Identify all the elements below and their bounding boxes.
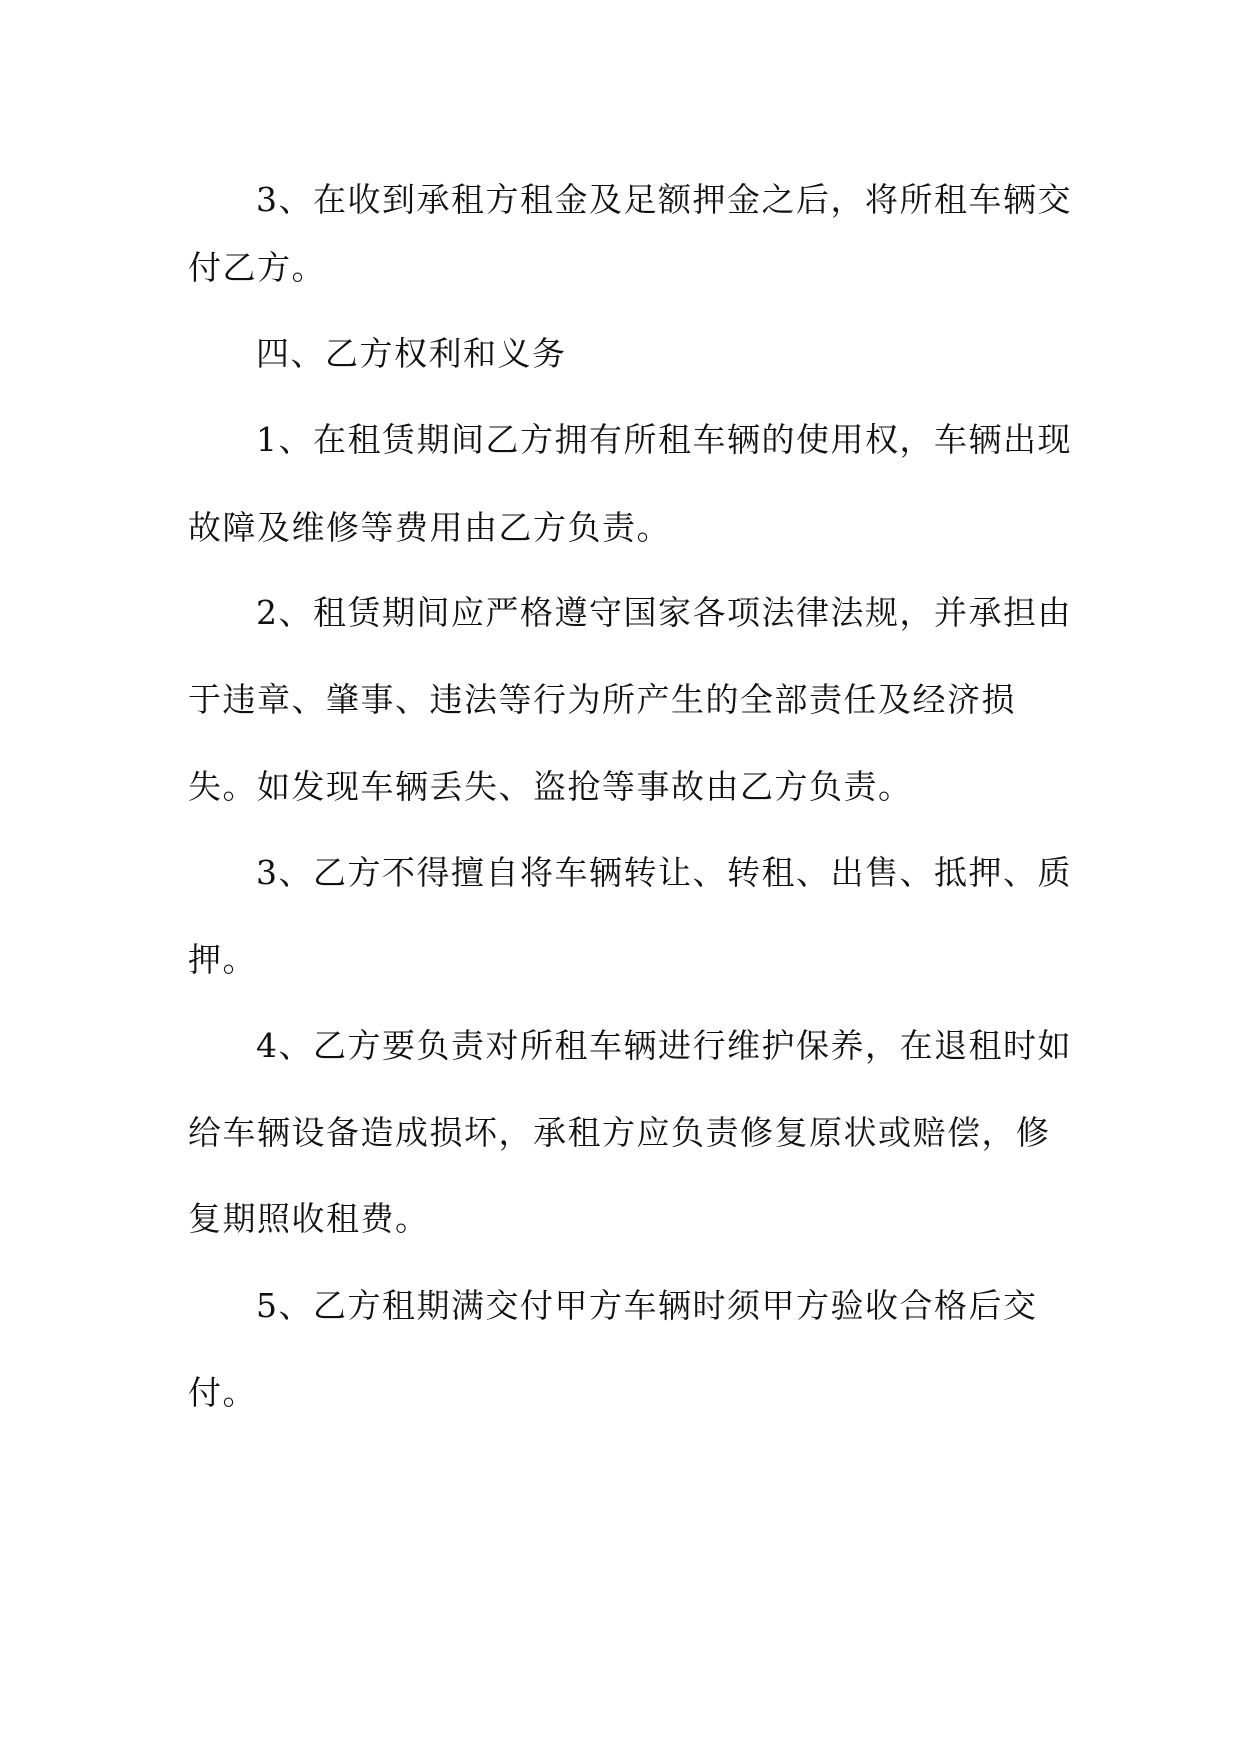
paragraph-line: 1、在租赁期间乙方拥有所租车辆的使用权，车辆出现	[256, 420, 1072, 459]
paragraph-line: 押。	[188, 940, 257, 979]
paragraph-line: 5、乙方租期满交付甲方车辆时须甲方验收合格后交	[256, 1286, 1038, 1325]
paragraph-line: 于违章、肇事、违法等行为所产生的全部责任及经济损	[188, 680, 1016, 719]
paragraph-line: 3、在收到承租方租金及足额押金之后，将所租车辆交	[256, 180, 1072, 219]
paragraph-line: 3、乙方不得擅自将车辆转让、转租、出售、抵押、质	[256, 853, 1072, 892]
paragraph-line: 复期照收租费。	[188, 1199, 430, 1238]
section-heading: 四、乙方权利和义务	[256, 334, 567, 373]
paragraph-line: 2、租赁期间应严格遵守国家各项法律法规，并承担由	[256, 593, 1072, 632]
paragraph-line: 付。	[188, 1373, 257, 1412]
paragraph-line: 故障及维修等费用由乙方负责。	[188, 508, 671, 547]
paragraph-line: 4、乙方要负责对所租车辆进行维护保养，在退租时如	[256, 1026, 1072, 1065]
paragraph-line: 付乙方。	[188, 248, 326, 287]
paragraph-line: 失。如发现车辆丢失、盗抢等事故由乙方负责。	[188, 767, 913, 806]
paragraph-line: 给车辆设备造成损坏，承租方应负责修复原状或赔偿，修	[188, 1113, 1051, 1152]
